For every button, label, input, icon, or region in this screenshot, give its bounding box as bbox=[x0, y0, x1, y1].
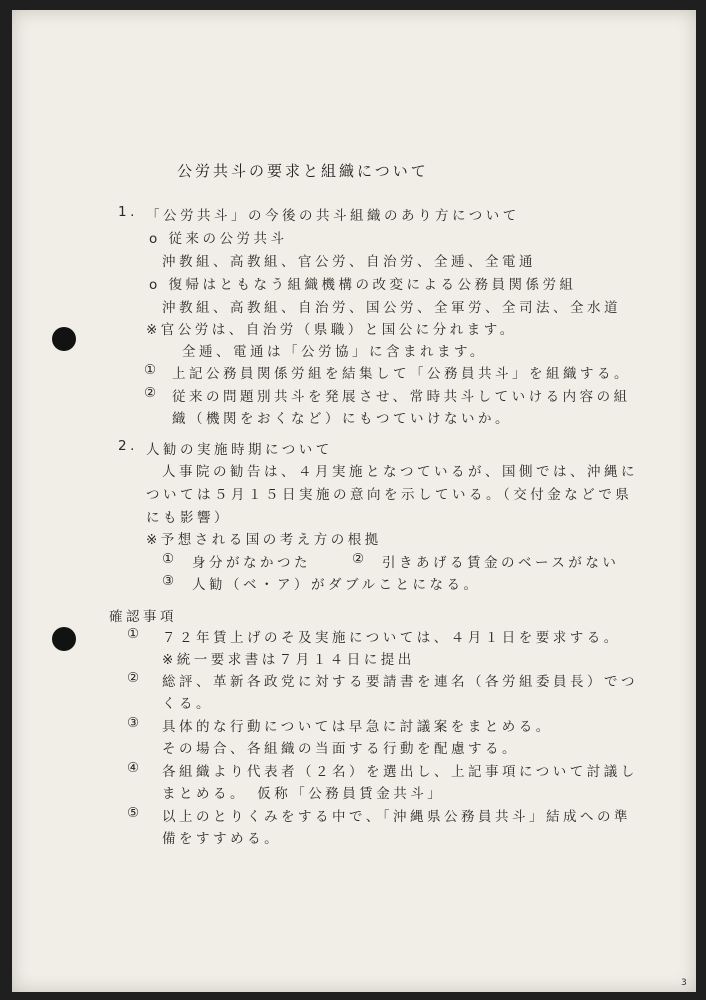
note-line: ※予想される国の考え方の根拠 bbox=[146, 532, 382, 548]
text-line: ついては５月１５日実施の意向を示している。（交付金などで県 bbox=[146, 487, 633, 503]
text-line: o 従来の公労共斗 bbox=[149, 231, 288, 247]
item-marker: ① bbox=[127, 626, 143, 642]
item-marker: ② bbox=[127, 670, 143, 686]
section-1-number: 1. bbox=[118, 204, 138, 220]
item-text: 人勧（ベ・ア）がダブルことになる。 bbox=[192, 577, 481, 593]
text-line: 沖教組、高教組、官公労、自治労、全逓、全電通 bbox=[162, 254, 536, 270]
section-2-number: 2. bbox=[118, 438, 138, 454]
item-text: 引きあげる賃金のベースがない bbox=[382, 555, 620, 571]
item-marker: ④ bbox=[127, 760, 143, 776]
note-line: ※官公労は、自治労（県職）と国公に分れます。 bbox=[146, 322, 517, 338]
item-text: その場合、各組織の当面する行動を配慮する。 bbox=[162, 741, 519, 757]
page-number: 3 bbox=[681, 978, 687, 988]
binder-hole-top bbox=[52, 327, 76, 351]
item-marker: ③ bbox=[162, 573, 178, 589]
confirmation-heading: 確認事項 bbox=[109, 609, 177, 625]
item-marker: ① bbox=[144, 362, 160, 378]
item-text: くる。 bbox=[162, 696, 213, 712]
item-marker: ② bbox=[352, 551, 368, 567]
item-text: ７２年賃上げのそ及実施については、４月１日を要求する。 bbox=[162, 630, 621, 646]
item-text: 総評、革新各政党に対する要請書を連名（各労組委員長）でつ bbox=[162, 674, 638, 690]
item-text: 各組織より代表者（２名）を選出し、上記事項について討議し bbox=[162, 764, 638, 780]
item-text: 身分がなかつた bbox=[192, 555, 311, 571]
item-text: まとめる。 仮称「公務員賃金共斗」 bbox=[162, 786, 445, 802]
item-text: 備をすすめる。 bbox=[162, 831, 282, 847]
section-2-heading: 人勧の実施時期について bbox=[146, 442, 333, 458]
item-marker: ① bbox=[162, 551, 178, 567]
item-text: 具体的な行動については早急に討議案をまとめる。 bbox=[162, 719, 553, 735]
item-text: 以上のとりくみをする中で、「沖縄県公務員共斗」結成への準 bbox=[162, 809, 631, 825]
text-line: にも影響） bbox=[146, 510, 231, 526]
text-line: 人事院の勧告は、４月実施となつているが、国側では、沖縄に bbox=[162, 464, 638, 480]
document-title: 公労共斗の要求と組織について bbox=[177, 162, 429, 180]
item-marker: ⑤ bbox=[127, 805, 143, 821]
note-line: ※統一要求書は７月１４日に提出 bbox=[162, 652, 415, 668]
item-text: 上記公務員関係労組を結集して「公務員共斗」を組織する。 bbox=[172, 366, 631, 382]
item-marker: ③ bbox=[127, 715, 143, 731]
text-line: 沖教組、高教組、自治労、国公労、全軍労、全司法、全水道 bbox=[162, 300, 621, 316]
text-line: o 復帰はともなう組織機構の改変による公務員関係労組 bbox=[149, 277, 577, 293]
section-1-heading: 「公労共斗」の今後の共斗組織のあり方について bbox=[146, 208, 520, 224]
item-marker: ② bbox=[144, 385, 160, 401]
note-line: 全逓、電通は「公労協」に含まれます。 bbox=[182, 344, 487, 360]
document-page bbox=[12, 10, 696, 992]
item-text: 織（機関をおくなど）にもつていけないか。 bbox=[172, 411, 512, 427]
binder-hole-bottom bbox=[52, 627, 76, 651]
item-text: 従来の問題別共斗を発展させ、常時共斗していける内容の組 bbox=[172, 389, 631, 405]
